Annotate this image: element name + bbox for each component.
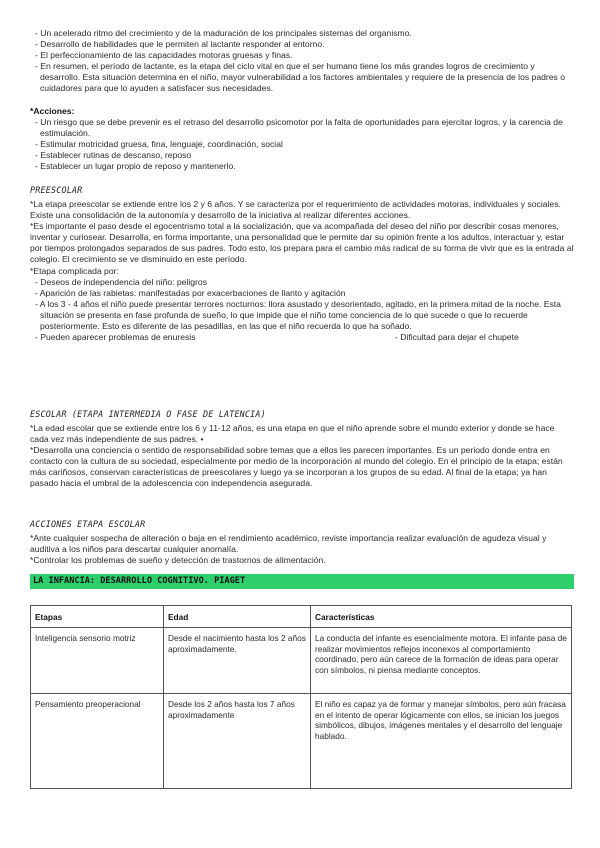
table-row: [31, 694, 572, 789]
bullet: - Aparición de las rabietas: manifestadas por exacerbaciones de llanto y agitación: [35, 287, 346, 298]
bullet: - Desarrollo de habilidades que le permiten al lactante responder al entorno.: [35, 39, 325, 50]
escolar-section: [30, 423, 575, 490]
preescolar-section: [30, 199, 575, 343]
enuresis-bullet: - Pueden aparecer problemas de enuresis: [35, 332, 196, 343]
complicada-heading: *Etapa complicada por:: [30, 265, 119, 276]
acciones-escolar-section: [30, 533, 575, 566]
piaget-section-bar: LA INFANCIA: DESARROLLO COGNITIVO. PIAGET: [30, 574, 574, 589]
header-caracteristicas: Características: [311, 606, 572, 628]
acciones-heading: *Acciones:: [30, 106, 75, 116]
paragraph: *Desarrolla una conciencia o sentido de responsabilidad sobre temas que a ellos les parecen importantes. Es un periodo donde entra en contacto con la cultura de su sociedad, especialmente por medio de la incorporación al mundo del colegio. En el principio de la etapa; están más cariñosos, conservan características de preescolares y luego ya se incorporan a los grupos de su edad. Al final de la etapa; ya han pasado hacia el umbral de la adolescencia con independencia asegurada.: [30, 445, 563, 489]
bullet: - El perfeccionamiento de las capacidades motoras gruesas y finas.: [35, 50, 293, 61]
paragraph: *Es importante el paso desde el egocentrismo total a la socialización, que va acompañada del deseo del niño por describir cosas menores, inventar y curiosear. Desarrolla, en forma importante, una personalidad que le permite dar su opinión frente a los adultos, interactuar y, estar por tiempos prolongados separados de sus padres. Todo esto, los prepara para el cambio más radical de su forma de vivir que es la entrada al colegio. El crecimiento se ve disminuido en este período.: [30, 221, 574, 265]
header-edad: Edad: [164, 606, 311, 628]
acciones-escolar-heading: ACCIONES ETAPA ESCOLAR: [30, 519, 146, 529]
bullet: - Un acelerado ritmo del crecimiento y de la maduración de los principales sistemas del organismo.: [35, 28, 412, 38]
paragraph: *Controlar los problemas de sueño y detección de trastornos de alimentación.: [30, 555, 326, 566]
bullet: - Establecer un lugar propio de reposo y mantenerlo.: [35, 161, 236, 172]
paragraph: *Ante cualquier sospecha de alteración o baja en el rendimiento académico, reviste importancia realizar evaluación de agudeza visual y auditiva a los niños para descartar cualquier anomalía.: [30, 533, 547, 555]
acciones-section: [30, 106, 575, 173]
paragraph: *La edad escolar que se extiende entre los 6 y 11-12 años, es una etapa en que el niño aprende sobre el mundo exterior y donde se hace cada vez más independiente de sus padres. •: [30, 423, 555, 445]
preescolar-heading: PREESCOLAR: [30, 185, 83, 195]
cell-caracteristicas: La conducta del infante es esencialmente motora. El infante pasa de realizar movimientos reflejos inconexos al comportamiento coordinado, pero aún carece de la formación de ideas para operar con símbolos, ni piensa mediante conceptos.: [311, 628, 572, 694]
table-row: [31, 628, 572, 694]
bullet: - En resumen, el período de lactante, es la etapa del ciclo vital en que el ser humano tiene los más grandes logros de crecimiento y desarrollo. Esta situación determina en el niño, mayor vulnerabilidad a los factores ambientales y requiere de la presencia de los padres o cuidadores para que lo ayuden a satisfacer sus necesidades.: [35, 61, 565, 94]
table-header-row: [31, 606, 572, 628]
chupete-bullet: - Dificultad para dejar el chupete: [395, 332, 519, 343]
cell-caracteristicas: El niño es capaz ya de formar y manejar símbolos, pero aún fracasa en el intento de operar lógicamente con ellos, se inician los juegos simbólicos, dibujos, imágenes mentales y el desarrollo del lenguaje hablado.: [311, 694, 572, 789]
header-etapas: Etapas: [31, 606, 164, 628]
cell-edad: Desde el nacimiento hasta los 2 años aproximadamente.: [164, 628, 311, 694]
two-column-bullets: [30, 332, 575, 343]
paragraph: *La etapa preescolar se extiende entre los 2 y 6 años. Y se caracteriza por el requerimiento de actividades motoras, individuales y sociales. Existe una consolidación de la autonomía y desarrollo de la iniciativa al realizar diferentes acciones.: [30, 199, 561, 221]
escolar-heading: ESCOLAR (ETAPA INTERMEDIA O FASE DE LATENCIA): [30, 409, 266, 419]
bullet: - Estimular motricidad gruesa, fina, lenguaje, coordinación, social: [35, 139, 283, 150]
bullet: - Deseos de independencia del niño: peligros: [35, 276, 207, 287]
cell-etapa: Pensamiento preoperacional: [31, 694, 164, 789]
lactante-bullets: [30, 28, 575, 95]
bullet: - Establecer rutinas de descanso, reposo: [35, 150, 192, 161]
bullet: - A los 3 - 4 años el niño puede presentar terrores nocturnos: llora asustado y desorientado, agitado, en la primera mitad de la noche. Esta situación se presenta en fase profunda de sueño, lo que impide que el niño tome conciencia de lo que sucede o que lo recuerde posteriormente. Esto es diferente de las pesadillas, en las que el niño recuerda lo que ha soñado.: [35, 298, 561, 332]
cell-edad: Desde los 2 años hasta los 7 años aproximadamente: [164, 694, 311, 789]
bullet: - Un riesgo que se debe prevenir es el retraso del desarrollo psicomotor por la falta de oportunidades para ejercitar logros, y la carencia de estimulación.: [35, 117, 563, 139]
piaget-stages-table: [30, 605, 572, 789]
cell-etapa: Inteligencia sensorio motriz: [31, 628, 164, 694]
